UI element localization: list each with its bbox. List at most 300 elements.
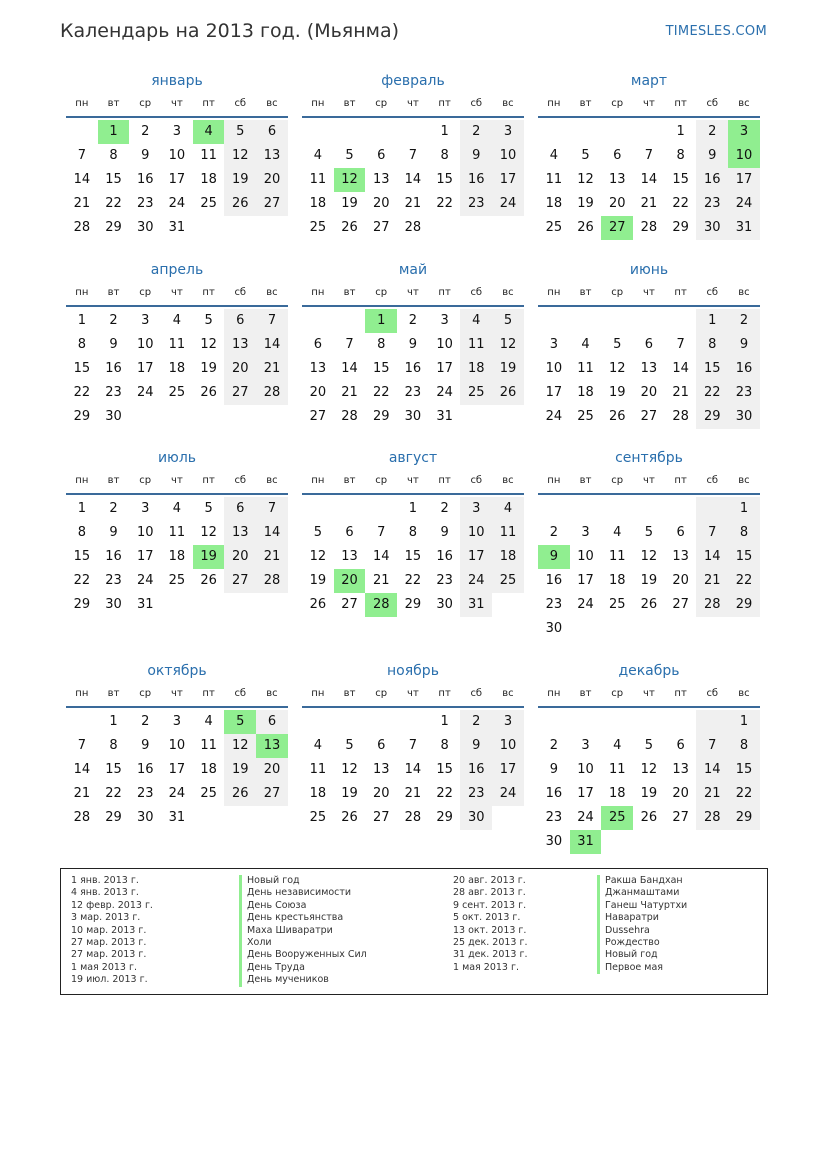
weekday-header (66, 96, 288, 118)
day-cell: 6 (256, 710, 288, 734)
empty-cell (224, 216, 256, 240)
legend-date: 20 авг. 2013 г. (453, 875, 526, 886)
legend-holiday-name: Первое мая (597, 962, 687, 974)
empty-cell (538, 120, 570, 144)
day-cell: 2 (109, 501, 118, 516)
day-cell: 22 (672, 196, 689, 211)
site-link[interactable]: TIMESLES.COM (665, 24, 767, 39)
day-cell: 1 (440, 714, 449, 729)
day-cell: 23 (728, 381, 760, 405)
weekday-label: вт (107, 688, 120, 699)
day-cell: 21 (696, 782, 728, 806)
weekday-label: вт (343, 287, 356, 298)
empty-cell (365, 120, 397, 144)
day-cell: 8 (696, 333, 728, 357)
day-cell: 30 (436, 597, 453, 612)
day-cell: 13 (309, 361, 327, 376)
day-cell: 14 (73, 172, 91, 187)
day-cell: 10 (136, 525, 154, 540)
day-cell: 27 (601, 216, 633, 240)
day-cell: 3 (728, 120, 760, 144)
day-cell: 19 (309, 573, 327, 588)
day-cell: 6 (676, 738, 685, 753)
day-cell: 17 (168, 172, 186, 187)
empty-cell (492, 593, 524, 617)
day-cell: 30 (404, 409, 422, 424)
day-cell: 12 (224, 144, 256, 168)
day-cell: 4 (172, 313, 182, 328)
day-cell: 7 (676, 337, 685, 352)
day-cell: 31 (728, 216, 760, 240)
empty-cell (193, 806, 225, 830)
empty-cell (538, 710, 570, 734)
day-cell: 13 (640, 361, 658, 376)
empty-cell (601, 617, 633, 641)
day-cell: 29 (728, 593, 760, 617)
day-cell: 16 (728, 357, 760, 381)
empty-cell (570, 120, 602, 144)
day-cell: 7 (408, 148, 418, 163)
day-cell: 20 (672, 786, 689, 801)
day-cell: 25 (545, 220, 563, 235)
day-cell: 3 (549, 337, 558, 352)
month-name: декабрь (618, 663, 680, 679)
day-cell: 19 (640, 573, 658, 588)
day-cell: 26 (200, 385, 217, 400)
empty-cell (601, 309, 633, 333)
day-cell: 30 (728, 405, 760, 429)
day-grid (66, 497, 288, 617)
day-cell: 28 (672, 409, 689, 424)
day-cell: 20 (372, 196, 390, 211)
day-cell: 16 (460, 168, 492, 192)
day-cell: 10 (492, 144, 524, 168)
weekday-label: пн (547, 98, 561, 109)
weekday-label: пн (547, 287, 561, 298)
day-cell: 26 (341, 810, 358, 825)
day-cell: 24 (136, 385, 154, 400)
day-cell: 9 (109, 525, 118, 540)
day-cell: 6 (676, 525, 685, 540)
weekday-label: вт (343, 98, 356, 109)
day-cell: 24 (577, 810, 594, 825)
day-cell: 6 (377, 738, 386, 753)
day-cell: 18 (168, 361, 186, 376)
empty-cell (633, 617, 665, 641)
empty-cell (224, 593, 256, 617)
month-3 (538, 72, 760, 240)
day-cell: 9 (460, 144, 492, 168)
day-cell: 22 (404, 573, 422, 588)
day-cell: 2 (440, 501, 449, 516)
day-cell: 1 (365, 309, 397, 333)
day-cell: 21 (341, 385, 358, 400)
day-cell: 22 (728, 569, 760, 593)
day-cell: 30 (545, 621, 563, 636)
month-name: июль (157, 450, 197, 466)
day-cell: 2 (549, 738, 558, 753)
weekday-label: вс (502, 475, 514, 486)
day-cell: 22 (105, 196, 122, 211)
day-grid (66, 710, 288, 830)
day-cell: 27 (372, 220, 390, 235)
day-cell: 14 (372, 549, 390, 564)
day-cell: 8 (728, 521, 760, 545)
day-cell: 3 (492, 710, 524, 734)
empty-cell (601, 830, 633, 854)
weekday-label: вт (579, 475, 592, 486)
day-cell: 28 (696, 593, 728, 617)
weekday-label: вт (579, 287, 592, 298)
day-cell: 13 (372, 172, 390, 187)
day-cell: 8 (77, 525, 86, 540)
weekday-label: пт (202, 688, 215, 699)
empty-cell (460, 405, 492, 429)
day-cell: 23 (460, 192, 492, 216)
day-cell: 29 (73, 597, 91, 612)
weekday-label: вс (266, 287, 278, 298)
weekday-header (302, 686, 524, 708)
weekday-label: пн (547, 475, 561, 486)
day-cell: 14 (256, 521, 288, 545)
day-cell: 25 (601, 806, 633, 830)
day-cell: 16 (136, 172, 154, 187)
day-grid (66, 120, 288, 240)
legend-date: 3 мар. 2013 г. (71, 912, 141, 924)
weekday-label: чт (643, 98, 655, 109)
day-cell: 19 (224, 758, 256, 782)
legend-dates-left (71, 875, 153, 987)
day-cell: 3 (172, 124, 182, 139)
weekday-label: пн (311, 98, 325, 109)
day-cell: 17 (436, 361, 453, 376)
day-cell: 24 (728, 192, 760, 216)
day-cell: 20 (372, 786, 390, 801)
weekday-label: сб (706, 688, 719, 699)
day-cell: 27 (256, 782, 288, 806)
day-cell: 1 (728, 710, 760, 734)
weekday-label: сб (706, 98, 719, 109)
day-cell: 9 (538, 545, 570, 569)
weekday-label: чт (171, 688, 183, 699)
day-cell: 5 (224, 120, 256, 144)
day-cell: 19 (492, 357, 524, 381)
legend-holiday-name: Маха Шиваратри (239, 925, 367, 937)
legend-holiday-name: День независимости (239, 887, 367, 899)
legend-date: 9 сент. 2013 г. (453, 899, 527, 911)
day-cell: 28 (640, 220, 658, 235)
day-cell: 16 (436, 549, 453, 564)
day-cell: 2 (460, 120, 492, 144)
day-cell: 10 (136, 337, 154, 352)
month-1 (66, 72, 288, 240)
day-cell: 10 (168, 148, 186, 163)
legend-holiday-name: Джанмаштами (597, 887, 687, 899)
legend-date: 1 мая 2013 г. (453, 961, 519, 973)
day-cell: 13 (224, 521, 256, 545)
day-cell: 13 (341, 549, 358, 564)
month-5 (302, 261, 524, 429)
legend-holiday-name: День Труда (239, 962, 367, 974)
weekday-label: вт (343, 475, 356, 486)
day-cell: 25 (492, 569, 524, 593)
day-cell: 3 (581, 738, 590, 753)
day-cell: 18 (460, 357, 492, 381)
day-cell: 16 (696, 168, 728, 192)
month-12 (538, 662, 760, 854)
day-cell: 25 (168, 573, 186, 588)
day-cell: 11 (608, 549, 626, 564)
legend-date: 19 июл. 2013 г. (71, 974, 148, 986)
empty-cell (256, 216, 288, 240)
day-cell: 26 (608, 409, 626, 424)
day-cell: 20 (309, 385, 327, 400)
day-cell: 3 (440, 313, 449, 328)
day-cell: 11 (168, 525, 186, 540)
day-cell: 12 (200, 337, 217, 352)
empty-cell (224, 806, 256, 830)
day-cell: 19 (193, 545, 225, 569)
day-cell: 25 (309, 220, 327, 235)
day-cell: 31 (436, 409, 453, 424)
day-cell: 13 (672, 762, 689, 777)
empty-cell (728, 830, 760, 854)
day-grid (302, 120, 524, 240)
day-cell: 15 (696, 357, 728, 381)
day-cell: 21 (672, 385, 689, 400)
day-cell: 7 (256, 497, 288, 521)
month-name: март (630, 73, 668, 89)
day-cell: 18 (200, 762, 217, 777)
day-grid (538, 120, 760, 240)
weekday-label: вс (738, 98, 750, 109)
month-name: апрель (150, 262, 204, 278)
empty-cell (696, 617, 728, 641)
weekday-label: пт (674, 688, 687, 699)
empty-cell (570, 309, 602, 333)
weekday-label: ср (611, 688, 624, 699)
legend-date: 12 февр. 2013 г. (71, 899, 153, 911)
weekday-header (302, 473, 524, 495)
day-cell: 15 (404, 549, 422, 564)
day-cell: 31 (136, 597, 154, 612)
day-cell: 29 (728, 806, 760, 830)
day-cell: 24 (545, 409, 563, 424)
day-cell: 15 (105, 172, 122, 187)
weekday-label: ср (375, 475, 388, 486)
weekday-label: пт (674, 287, 687, 298)
weekday-label: вс (266, 98, 278, 109)
legend-date: 25 дек. 2013 г. (453, 936, 528, 948)
day-cell: 15 (372, 361, 390, 376)
empty-cell (601, 497, 633, 521)
empty-cell (334, 710, 366, 734)
weekday-label: сб (470, 287, 483, 298)
day-cell: 12 (640, 549, 658, 564)
day-cell: 11 (492, 521, 524, 545)
day-cell: 8 (77, 337, 86, 352)
empty-cell (492, 806, 524, 830)
day-cell: 17 (460, 545, 492, 569)
weekday-label: вс (502, 98, 514, 109)
day-cell: 6 (613, 148, 622, 163)
empty-cell (492, 216, 524, 240)
day-cell: 7 (696, 521, 728, 545)
day-cell: 27 (640, 409, 658, 424)
empty-cell (302, 710, 334, 734)
legend-holiday-name: Dussehra (597, 925, 687, 937)
day-cell: 5 (345, 148, 354, 163)
day-cell: 27 (224, 381, 256, 405)
weekday-label: пт (438, 475, 451, 486)
day-cell: 5 (644, 525, 654, 540)
legend-date: 27 мар. 2013 г. (71, 936, 147, 948)
empty-cell (665, 830, 697, 854)
weekday-label: пн (311, 475, 325, 486)
day-cell: 22 (436, 786, 453, 801)
month-name: сентябрь (615, 450, 683, 466)
day-cell: 21 (73, 786, 91, 801)
day-cell: 18 (608, 786, 626, 801)
day-cell: 9 (408, 337, 418, 352)
day-cell: 23 (545, 597, 563, 612)
weekday-label: чт (171, 98, 183, 109)
weekday-label: вт (579, 688, 592, 699)
day-cell: 19 (341, 786, 358, 801)
weekday-label: вс (738, 688, 750, 699)
day-cell: 4 (313, 738, 322, 753)
day-cell: 4 (313, 148, 322, 163)
day-cell: 2 (549, 525, 558, 540)
day-cell: 6 (224, 309, 256, 333)
day-cell: 31 (570, 830, 602, 854)
day-cell: 16 (105, 361, 122, 376)
day-cell: 24 (492, 192, 524, 216)
day-cell: 20 (224, 357, 256, 381)
weekday-header (538, 285, 760, 307)
weekday-label: ср (375, 688, 388, 699)
day-cell: 13 (608, 172, 626, 187)
day-cell: 8 (676, 148, 685, 163)
weekday-label: сб (234, 475, 247, 486)
day-cell: 5 (345, 738, 354, 753)
day-cell: 6 (256, 120, 288, 144)
weekday-label: сб (706, 475, 719, 486)
day-cell: 26 (640, 810, 658, 825)
holiday-legend (60, 868, 768, 995)
empty-cell (161, 593, 193, 617)
day-cell: 18 (200, 172, 217, 187)
day-cell: 23 (136, 786, 154, 801)
day-cell: 6 (377, 148, 386, 163)
day-cell: 14 (341, 361, 358, 376)
day-cell: 3 (492, 120, 524, 144)
day-cell: 7 (256, 309, 288, 333)
day-cell: 5 (581, 148, 590, 163)
day-cell: 7 (345, 337, 354, 352)
empty-cell (193, 216, 225, 240)
day-cell: 14 (404, 762, 422, 777)
empty-cell (224, 405, 256, 429)
day-cell: 9 (696, 144, 728, 168)
day-cell: 16 (545, 573, 563, 588)
weekday-label: пн (311, 688, 325, 699)
day-cell: 21 (73, 196, 91, 211)
weekday-label: пт (202, 287, 215, 298)
empty-cell (129, 405, 161, 429)
weekday-label: пт (674, 475, 687, 486)
day-grid (302, 497, 524, 617)
day-cell: 8 (728, 734, 760, 758)
day-cell: 24 (136, 573, 154, 588)
day-cell: 18 (577, 385, 594, 400)
month-name: октябрь (147, 663, 207, 679)
day-cell: 23 (545, 810, 563, 825)
day-cell: 18 (309, 196, 327, 211)
empty-cell (334, 497, 366, 521)
weekday-label: пт (438, 287, 451, 298)
weekday-label: вс (738, 475, 750, 486)
day-cell: 11 (309, 762, 327, 777)
day-cell: 14 (672, 361, 689, 376)
month-8 (302, 449, 524, 617)
day-cell: 20 (640, 385, 658, 400)
empty-cell (570, 617, 602, 641)
day-cell: 11 (608, 762, 626, 777)
day-cell: 12 (334, 168, 366, 192)
day-cell: 18 (309, 786, 327, 801)
day-cell: 4 (193, 120, 225, 144)
day-cell: 25 (577, 409, 594, 424)
weekday-label: сб (234, 287, 247, 298)
weekday-label: сб (470, 475, 483, 486)
day-cell: 27 (372, 810, 390, 825)
day-cell: 29 (404, 597, 422, 612)
day-cell: 15 (436, 762, 453, 777)
day-grid (538, 497, 760, 641)
day-cell: 16 (460, 758, 492, 782)
day-cell: 18 (545, 196, 563, 211)
empty-cell (334, 120, 366, 144)
day-grid (302, 309, 524, 429)
weekday-label: сб (706, 287, 719, 298)
empty-cell (570, 710, 602, 734)
legend-date: 4 янв. 2013 г. (71, 887, 139, 899)
day-cell: 8 (109, 738, 118, 753)
day-grid (66, 309, 288, 429)
day-cell: 2 (696, 120, 728, 144)
weekday-header (538, 686, 760, 708)
month-4 (66, 261, 288, 429)
empty-cell (633, 497, 665, 521)
month-name: июнь (629, 262, 669, 278)
day-cell: 28 (365, 593, 397, 617)
day-cell: 21 (640, 196, 658, 211)
legend-date: 1 мая 2013 г. (71, 961, 137, 973)
empty-cell (161, 405, 193, 429)
day-cell: 4 (204, 714, 213, 729)
day-cell: 22 (73, 573, 91, 588)
day-cell: 10 (168, 738, 186, 753)
day-cell: 22 (696, 381, 728, 405)
day-cell: 16 (404, 361, 422, 376)
day-cell: 9 (109, 337, 118, 352)
day-cell: 2 (109, 313, 118, 328)
day-cell: 28 (341, 409, 358, 424)
day-cell: 27 (309, 409, 327, 424)
empty-cell (633, 710, 665, 734)
weekday-label: ср (611, 475, 624, 486)
